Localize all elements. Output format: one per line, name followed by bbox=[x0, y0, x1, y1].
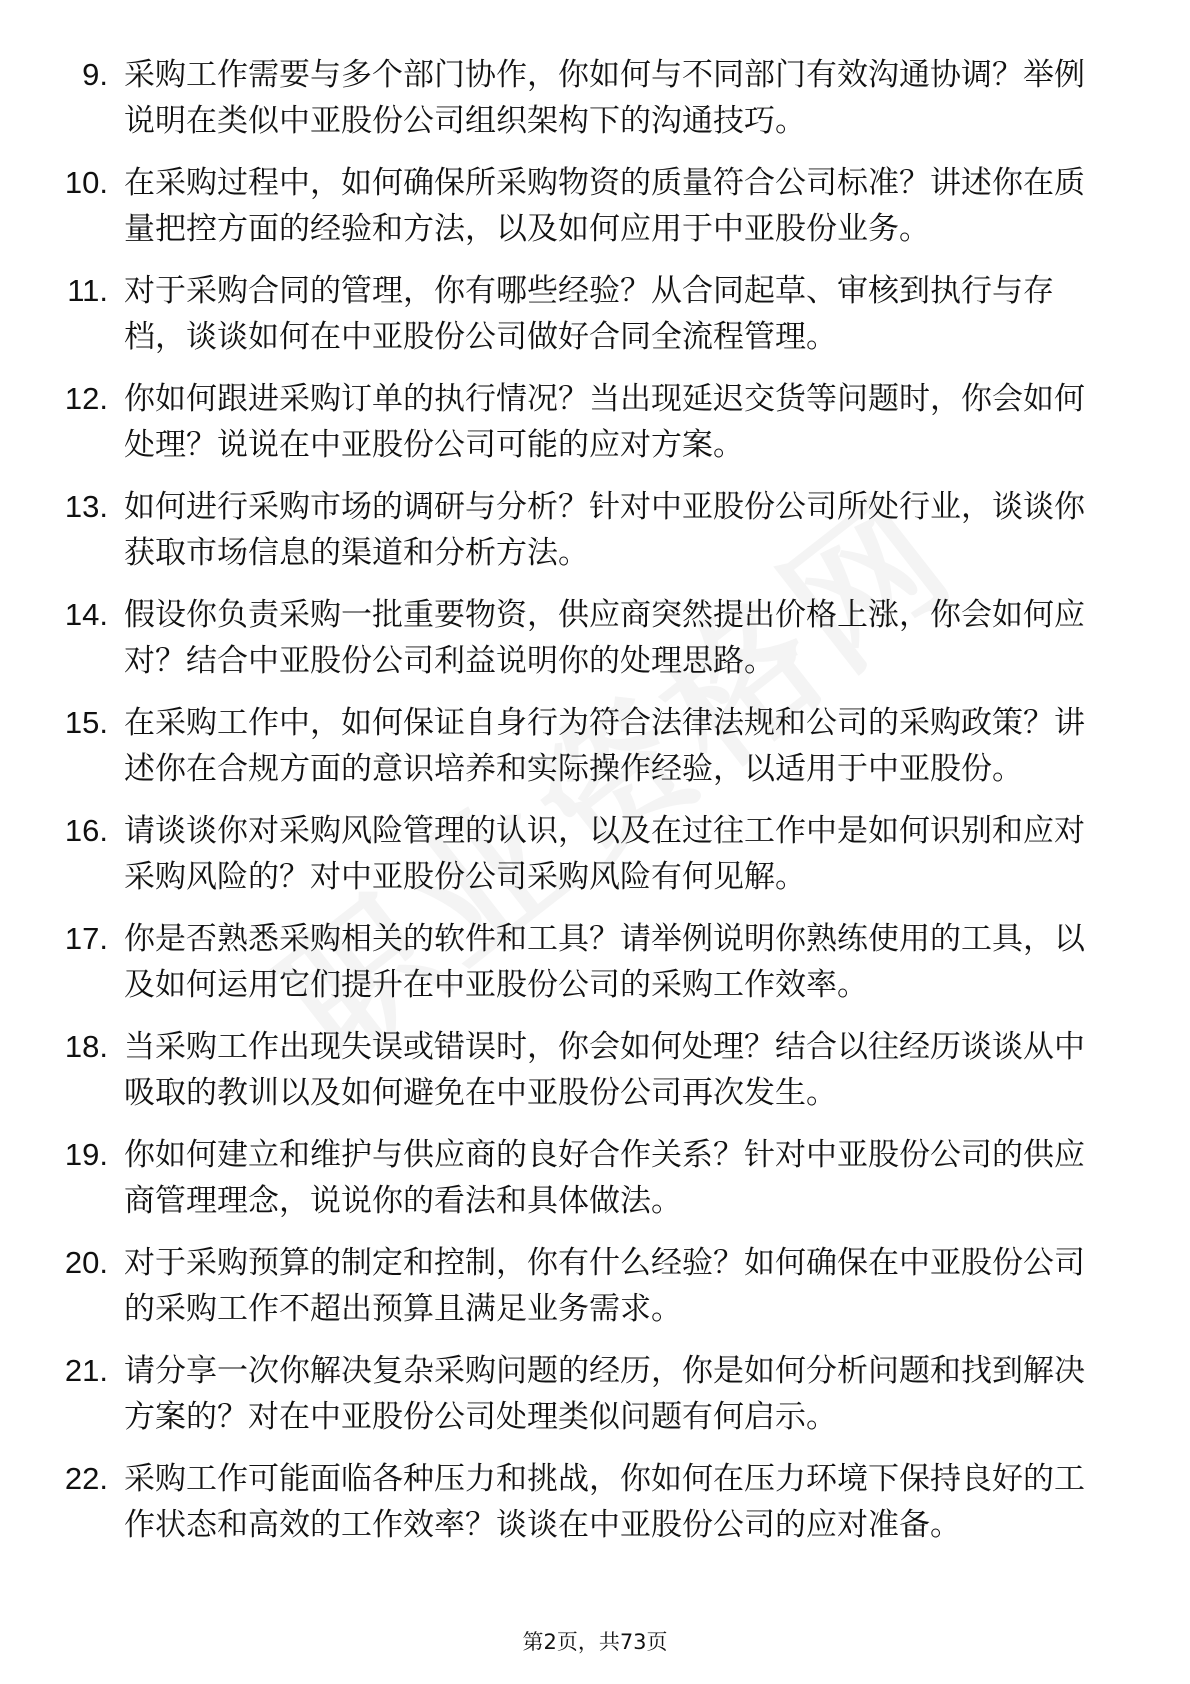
question-text: 你是否熟悉采购相关的软件和工具？请举例说明你熟练使用的工具，以及如何运用它们提升在中亚股份公司的采购工作效率。 bbox=[124, 921, 1085, 1003]
question-text: 请谈谈你对采购风险管理的认识，以及在过往工作中是如何识别和应对采购风险的？对中亚股份公司采购风险有何见解。 bbox=[124, 813, 1085, 895]
question-text: 采购工作可能面临各种压力和挑战，你如何在压力环境下保持良好的工作状态和高效的工作效率？谈谈在中亚股份公司的应对准备。 bbox=[124, 1461, 1085, 1543]
question-text: 假设你负责采购一批重要物资，供应商突然提出价格上涨，你会如何应对？结合中亚股份公司利益说明你的处理思路。 bbox=[124, 597, 1085, 679]
question-number: 18. bbox=[64, 1029, 108, 1064]
question-text: 采购工作需要与多个部门协作，你如何与不同部门有效沟通协调？举例说明在类似中亚股份公司组织架构下的沟通技巧。 bbox=[124, 57, 1085, 139]
question-number: 22. bbox=[64, 1461, 108, 1496]
question-text: 当采购工作出现失误或错误时，你会如何处理？结合以往经历谈谈从中吸取的教训以及如何避免在中亚股份公司再次发生。 bbox=[124, 1029, 1085, 1111]
question-number: 9. bbox=[82, 57, 108, 92]
question-number: 20. bbox=[64, 1245, 108, 1280]
question-item bbox=[0, 808, 1190, 900]
question-text: 在采购过程中，如何确保所采购物资的质量符合公司标准？讲述你在质量把控方面的经验和方法，以及如何应用于中亚股份业务。 bbox=[124, 165, 1085, 247]
question-item bbox=[0, 1024, 1190, 1116]
question-number: 15. bbox=[64, 705, 108, 740]
question-item bbox=[0, 52, 1190, 144]
question-text: 在采购工作中，如何保证自身行为符合法律法规和公司的采购政策？讲述你在合规方面的意识培养和实际操作经验，以适用于中亚股份。 bbox=[124, 705, 1085, 787]
question-item bbox=[0, 1348, 1190, 1440]
question-text: 如何进行采购市场的调研与分析？针对中亚股份公司所处行业，谈谈你获取市场信息的渠道和分析方法。 bbox=[124, 489, 1085, 571]
page-footer bbox=[0, 1626, 1190, 1656]
question-number: 14. bbox=[64, 597, 108, 632]
question-item bbox=[0, 376, 1190, 468]
question-number: 12. bbox=[64, 381, 108, 416]
question-item bbox=[0, 1132, 1190, 1224]
question-item bbox=[0, 1240, 1190, 1332]
question-number: 17. bbox=[64, 921, 108, 956]
question-item bbox=[0, 700, 1190, 792]
question-number: 13. bbox=[64, 489, 108, 524]
question-number: 16. bbox=[64, 813, 108, 848]
question-item bbox=[0, 1456, 1190, 1548]
question-number: 21. bbox=[64, 1353, 108, 1388]
question-item bbox=[0, 916, 1190, 1008]
question-number: 11. bbox=[67, 273, 108, 308]
question-text: 请分享一次你解决复杂采购问题的经历，你是如何分析问题和找到解决方案的？对在中亚股份公司处理类似问题有何启示。 bbox=[124, 1353, 1085, 1435]
question-item bbox=[0, 592, 1190, 684]
question-text: 对于采购合同的管理，你有哪些经验？从合同起草、审核到执行与存档，谈谈如何在中亚股份公司做好合同全流程管理。 bbox=[124, 273, 1054, 355]
question-text: 你如何建立和维护与供应商的良好合作关系？针对中亚股份公司的供应商管理理念，说说你的看法和具体做法。 bbox=[124, 1137, 1085, 1219]
question-text: 你如何跟进采购订单的执行情况？当出现延迟交货等问题时，你会如何处理？说说在中亚股份公司可能的应对方案。 bbox=[124, 381, 1085, 463]
question-list bbox=[0, 52, 1190, 1564]
question-item bbox=[0, 484, 1190, 576]
question-number: 19. bbox=[64, 1137, 108, 1172]
page-number-label: 第2页，共73页 bbox=[522, 1630, 668, 1654]
question-text: 对于采购预算的制定和控制，你有什么经验？如何确保在中亚股份公司的采购工作不超出预算且满足业务需求。 bbox=[124, 1245, 1085, 1327]
question-item bbox=[0, 160, 1190, 252]
question-number: 10. bbox=[64, 165, 108, 200]
question-item bbox=[0, 268, 1190, 360]
